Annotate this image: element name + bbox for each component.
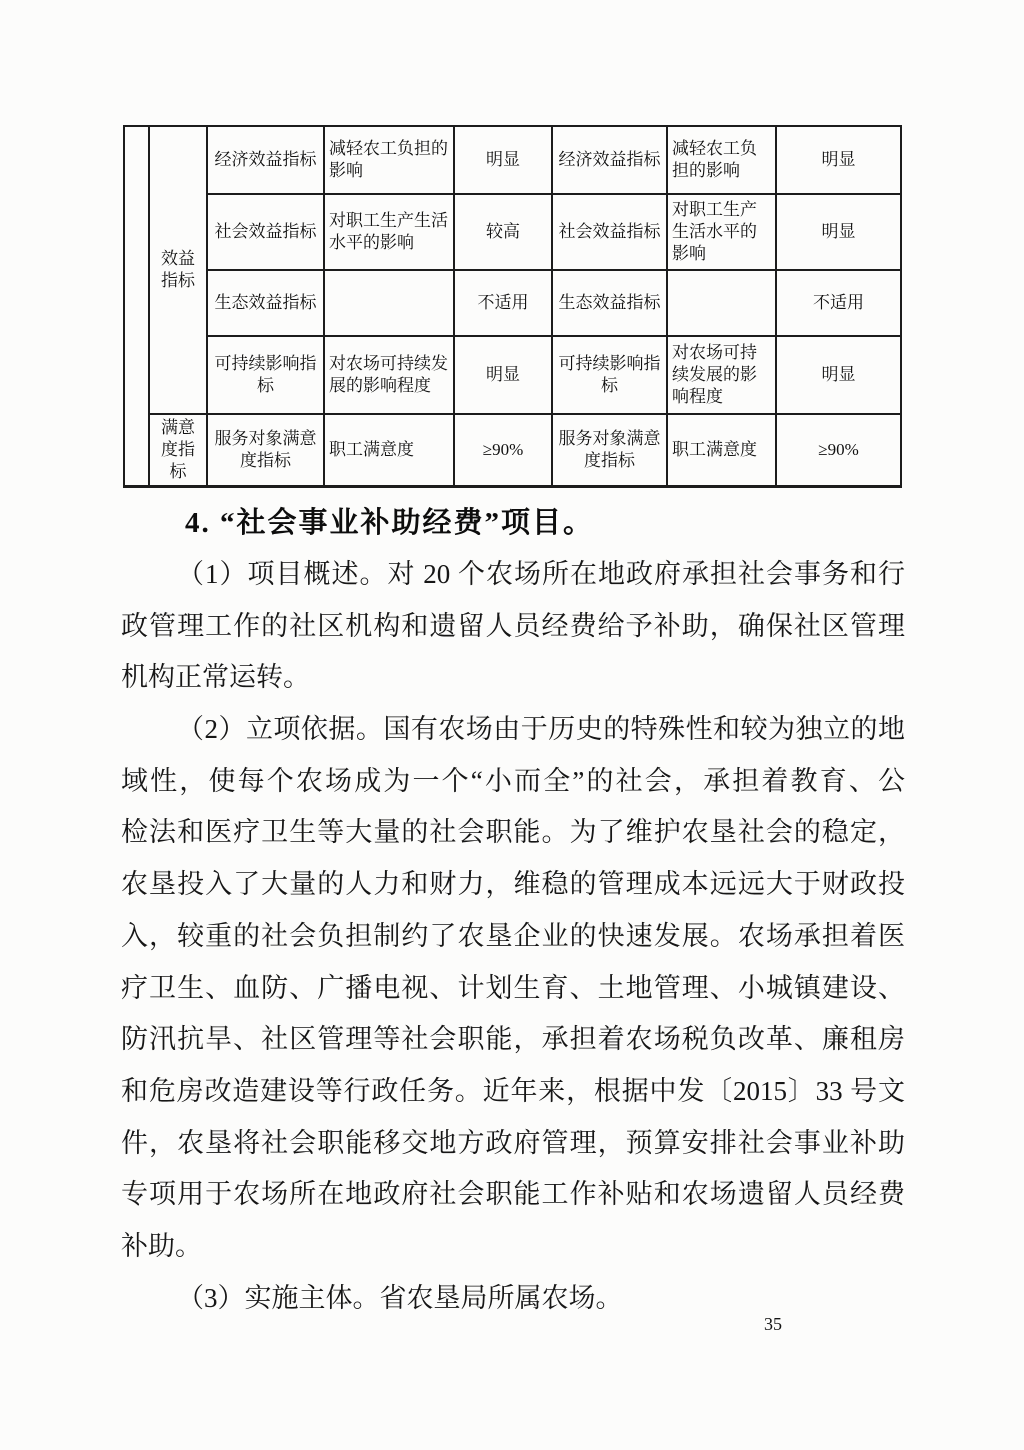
table-cell-description [667,270,776,336]
table-cell-rating: 明显 [776,336,901,414]
table-cell-description: 减轻农工负担的影响 [667,126,776,194]
body-text [121,549,905,1324]
table-cell-description: 对农场可持续发展的影响程度 [324,336,454,414]
section-heading: 4. “社会事业补助经费”项目。 [185,507,595,539]
body-line: 件，农垦将社会职能移交地方政府管理，预算安排社会事业补助 [121,1127,905,1158]
table-cell-indicator: 社会效益指标 [207,194,324,270]
table-row [124,414,901,487]
table-cell-indicator: 生态效益指标 [552,270,667,336]
table-cell-rating: 明显 [776,126,901,194]
table-row [124,126,901,194]
body-line: 入，较重的社会负担制约了农垦企业的快速发展。农场承担着医 [121,920,905,951]
table-cell-rating: 明显 [776,194,901,270]
table-cell-indicator: 可持续影响指标 [207,336,324,414]
table-cell-indicator: 生态效益指标 [207,270,324,336]
table-cell-rating: 较高 [454,194,552,270]
table-cell-description [324,270,454,336]
table-cell-description: 对农场可持续发展的影响程度 [667,336,776,414]
table-cell-indicator: 社会效益指标 [552,194,667,270]
evaluation-indicator-table [123,125,902,488]
table-cell-rating: 不适用 [454,270,552,336]
table-cell-rating: 明显 [454,336,552,414]
body-line: 机构正常运转。 [121,662,310,693]
table-cell-indicator: 可持续影响指标 [552,336,667,414]
table-cell-spacer [124,126,149,487]
body-line: 疗卫生、血防、广播电视、计划生育、土地管理、小城镇建设、 [121,972,905,1003]
table-cell-indicator: 经济效益指标 [552,126,667,194]
table-cell-description: 对职工生产生活水平的影响 [667,194,776,270]
body-line: 防汛抗旱、社区管理等社会职能，承担着农场税负改革、廉租房 [121,1024,905,1055]
body-line: （3）实施主体。省农垦局所属农场。 [177,1282,623,1313]
table-cell-indicator: 服务对象满意度指标 [552,414,667,487]
table-row [124,336,901,414]
body-line: 政管理工作的社区机构和遗留人员经费给予补助，确保社区管理 [121,610,905,641]
table-cell-rating: 不适用 [776,270,901,336]
table-cell-rating: ≥90% [776,414,901,487]
table-cell-description: 对职工生产生活水平的影响 [324,194,454,270]
table-cell-indicator: 服务对象满意度指标 [207,414,324,487]
body-line: 补助。 [121,1230,202,1261]
body-line: 域性，使每个农场成为一个“小而全”的社会，承担着教育、公 [121,765,905,796]
table-cell-group-benefit: 效益指标 [149,126,207,414]
page-number: 35 [764,1314,782,1334]
body-line: （2）立项依据。国有农场由于历史的特殊性和较为独立的地 [177,714,905,745]
table-row [124,194,901,270]
body-line: 检法和医疗卫生等大量的社会职能。为了维护农垦社会的稳定， [121,817,905,848]
table-cell-description: 职工满意度 [324,414,454,487]
table-cell-rating: 明显 [454,126,552,194]
table-cell-rating: ≥90% [454,414,552,487]
body-line: 和危房改造建设等行政任务。近年来，根据中发〔2015〕33 号文 [121,1075,905,1106]
table-cell-group-satisfaction: 满意度指标 [149,414,207,487]
body-line: 专项用于农场所在地政府社会职能工作补贴和农场遗留人员经费 [121,1179,905,1210]
body-line: （1）项目概述。对 20 个农场所在地政府承担社会事务和行 [177,559,905,589]
table-cell-description: 职工满意度 [667,414,776,487]
table-cell-description: 减轻农工负担的影响 [324,126,454,194]
table-row [124,270,901,336]
table-cell-indicator: 经济效益指标 [207,126,324,194]
body-line: 农垦投入了大量的人力和财力，维稳的管理成本远远大于财政投 [121,869,905,900]
